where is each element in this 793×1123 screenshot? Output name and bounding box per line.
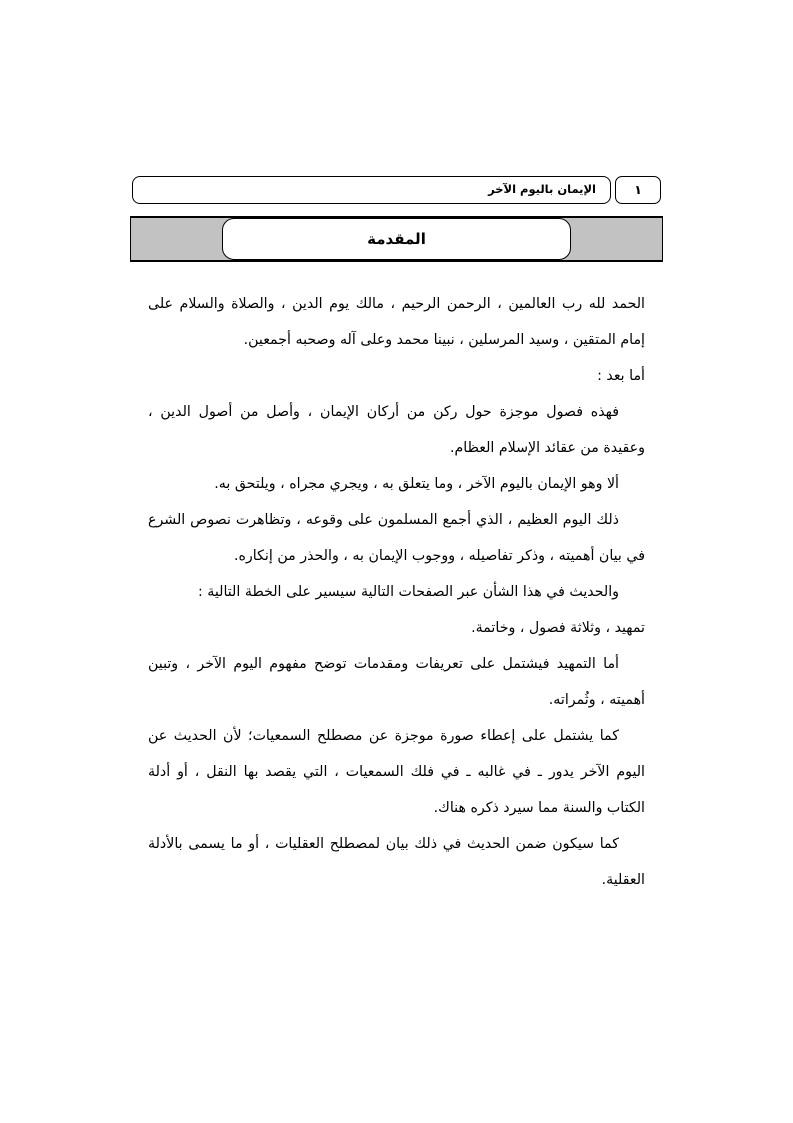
body-text [148,286,645,898]
section-title: المقدمة [367,229,426,248]
paragraph-amma-baad: أما بعد : [597,368,645,384]
running-title: الإيمان باليوم الآخر [488,182,596,197]
paragraph-tamhid-list: تمهيد ، وثلاثة فصول ، وخاتمة. [471,620,645,636]
page-number: ١ [634,181,642,197]
paragraph-kama-sayakun: كما سيكون ضمن الحديث في ذلك بيان لمصطلح العقليات ، أو ما يسمى بالأدلة العقلية. [148,836,645,888]
header-title-box [132,176,611,204]
running-header [132,176,661,204]
paragraph-alhadith-fi-hadha: والحديث في هذا الشأن عبر الصفحات التالية سيسير على الخطة التالية : [197,584,619,600]
paragraph-fusul: فهذه فصول موجزة حول ركن من أركان الإيمان ، وأصل من أصول الدين ، وعقيدة من عقائد الإسلام العظام. [148,404,645,456]
paragraph-dhalika-alyawm: ذلك اليوم العظيم ، الذي أجمع المسلمون على وقوعه ، وتظاهرت نصوص الشرع في بيان أهميته ، وذكر تفاصيله ، ووجوب الإيمان به ، والحذر من إنكاره. [148,512,645,564]
paragraph-hamdalah: الحمد لله رب العالمين ، الرحمن الرحيم ، مالك يوم الدين ، والصلاة والسلام على إمام المتقين ، وسيد المرسلين ، نبينا محمد وعلى آله وصحبه أجمعين. [148,296,645,348]
section-banner [130,216,663,262]
paragraph-kama-yashtamil: كما يشتمل على إعطاء صورة موجزة عن مصطلح السمعيات؛ لأن الحديث عن اليوم الآخر يدور ـ في غالبه ـ في فلك السمعيات ، التي يقصد بها النقل ، أو أدلة الكتاب والسنة مما سيرد ذكره هناك. [148,728,645,816]
banner-title-plate [222,218,571,260]
paragraph-ala-wahuwa: ألا وهو الإيمان باليوم الآخر ، وما يتعلق به ، ويجري مجراه ، ويلتحق به. [214,476,619,492]
page-number-box [615,176,661,204]
paragraph-amma-altamhid: أما التمهيد فيشتمل على تعريفات ومقدمات توضح مفهوم اليوم الآخر ، وتبين أهميته ، وثُمراته. [148,656,645,708]
